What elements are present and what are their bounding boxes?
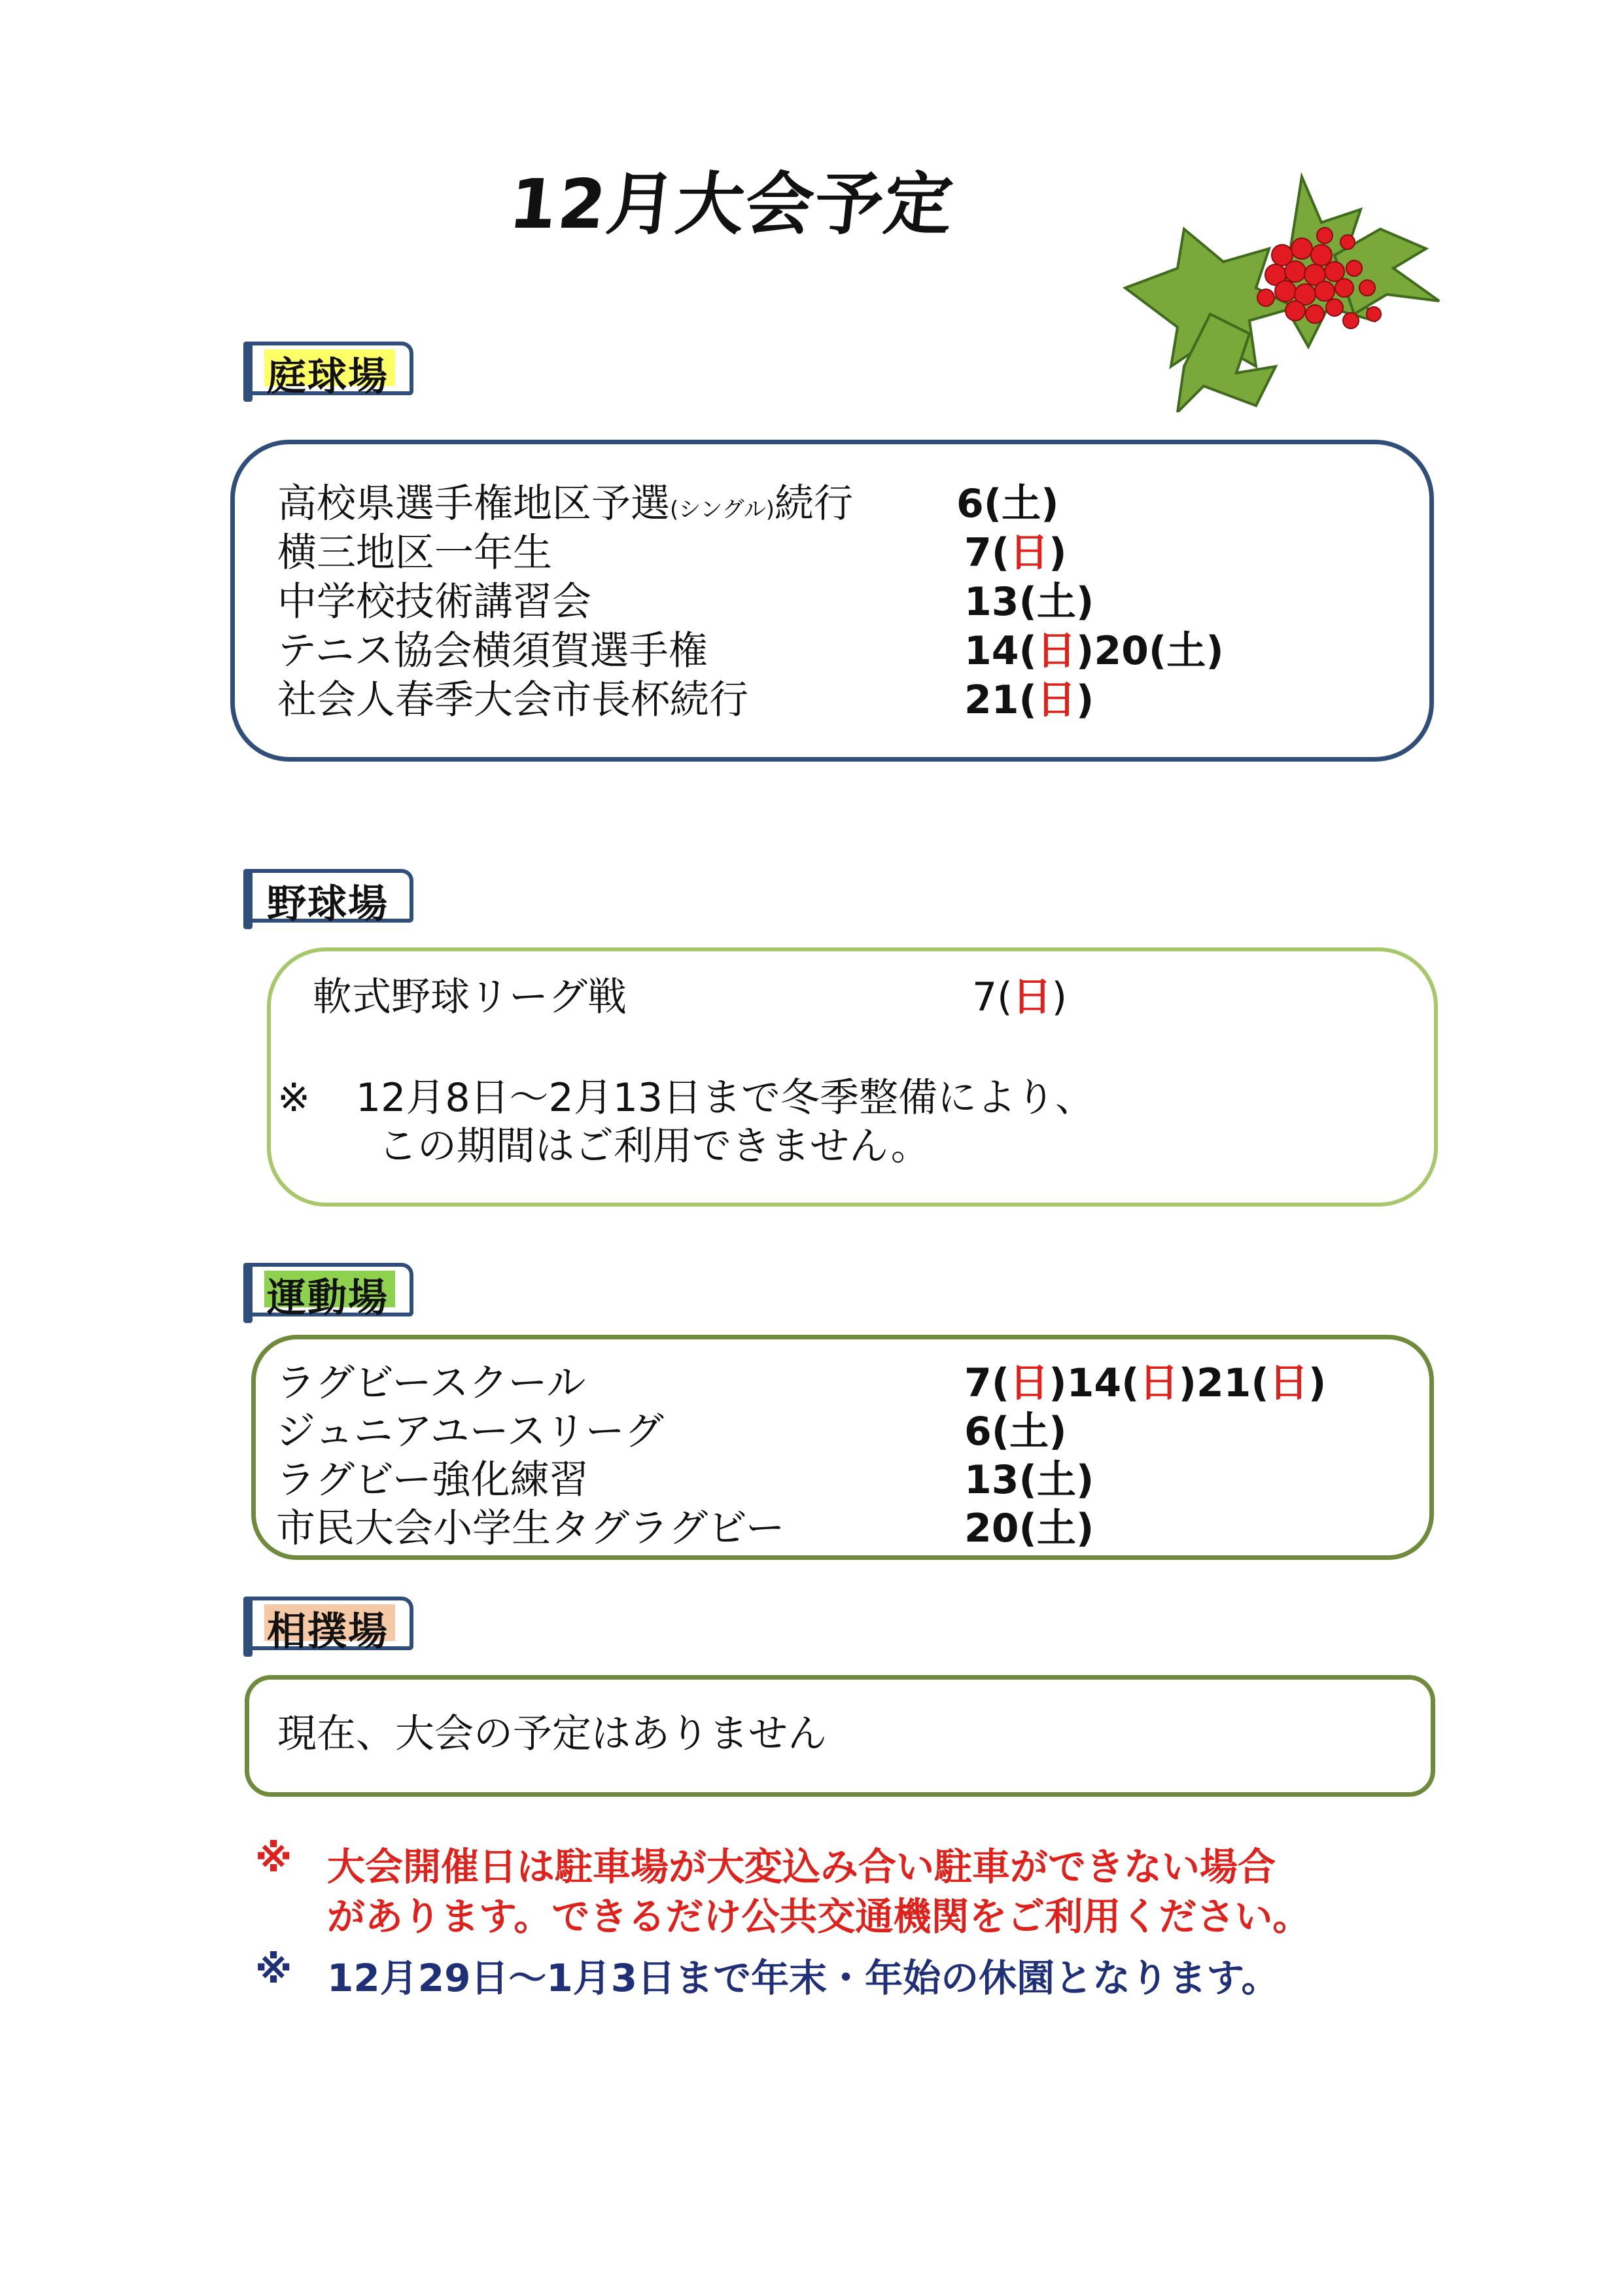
baseball-note-line1: 12月8日～2月13日まで冬季整備により、	[356, 1075, 1095, 1121]
sumo-text: 現在、大会の予定はありません	[277, 1711, 827, 1757]
tennis-row: 社会人春季大会市長杯続行	[277, 677, 748, 723]
parking-note-line2: があります。できるだけ公共交通機関をご利用ください。	[327, 1894, 1311, 1939]
holiday-note-line: 12月29日～1月3日まで年末・年始の休園となります。	[327, 1956, 1280, 2000]
section-label-text: 庭球場	[267, 354, 389, 400]
section-label-baseball	[243, 869, 413, 925]
baseball-note-line2: この期間はご利用できません。	[378, 1123, 930, 1169]
baseball-note-mark: ※	[277, 1075, 311, 1121]
tennis-date: 7(日)	[964, 530, 1067, 576]
holly-decoration-icon	[1086, 150, 1452, 412]
field-row: ラグビー強化練習	[276, 1457, 589, 1503]
field-row: 市民大会小学生タグラグビー	[276, 1506, 785, 1551]
tennis-row: 中学校技術講習会	[277, 579, 591, 625]
tennis-row: 横三地区一年生	[277, 530, 552, 576]
field-date: 7(日)14(日)21(日)	[964, 1360, 1327, 1406]
field-date: 20(土)	[964, 1506, 1094, 1551]
section-label-sumo	[243, 1597, 413, 1653]
section-label-tennis	[243, 342, 413, 398]
page-title: 12月大会予定	[505, 164, 958, 244]
field-row: ラグビースクール	[276, 1360, 586, 1406]
baseball-date: 7(日)	[972, 974, 1068, 1020]
tennis-date: 6(土)	[956, 481, 1059, 527]
baseball-event: 軟式野球リーグ戦	[313, 974, 627, 1020]
section-label-text: 野球場	[267, 881, 389, 927]
tennis-date: 13(土)	[964, 579, 1094, 625]
field-date: 13(土)	[964, 1457, 1094, 1503]
field-row: ジュニアユースリーグ	[276, 1409, 664, 1455]
field-date: 6(土)	[964, 1409, 1067, 1455]
tennis-row: 高校県選手権地区予選(シングル)続行	[277, 481, 853, 527]
tennis-row: テニス協会横須賀選手権	[277, 628, 708, 674]
parking-note-line1: 大会開催日は駐車場が大変込み合い駐車ができない場合	[327, 1845, 1276, 1889]
tennis-date: 14(日)20(土)	[964, 628, 1224, 674]
parking-note-mark: ※	[255, 1836, 292, 1881]
section-label-field	[243, 1263, 413, 1319]
section-label-text: 相撲場	[267, 1609, 389, 1655]
tennis-date: 21(日)	[964, 677, 1094, 723]
holiday-note-mark: ※	[255, 1947, 292, 1992]
section-label-text: 運動場	[267, 1275, 389, 1321]
